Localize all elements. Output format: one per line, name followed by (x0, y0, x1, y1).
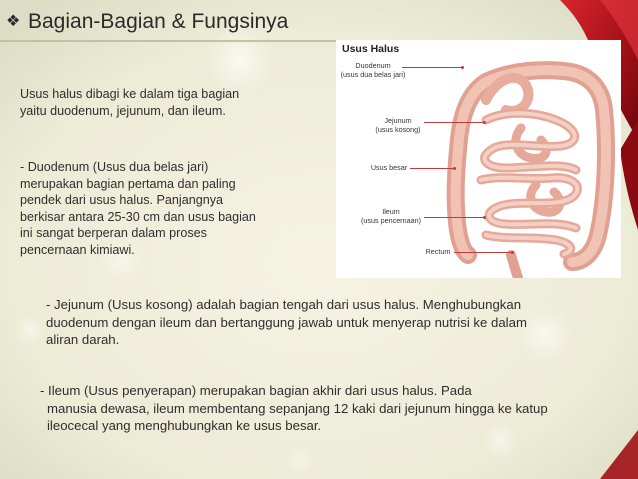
slide-title (6, 10, 288, 34)
label-rectum-name: Rectum (425, 247, 451, 256)
label-duodenum-name: Duodenum (355, 61, 391, 70)
pointer-line-rectum (454, 252, 512, 253)
diagram-title: Usus Halus (342, 43, 400, 55)
label-duodenum (340, 62, 406, 79)
jejunum-paragraph: - Jejunum (Usus kosong) adalah bagian tengah dari usus halus. Menghubungkan duodenum dengan ileum dan bertanggung jawab untuk menyerap nutrisi ke dalam aliran darah. (46, 297, 527, 347)
label-jejunum-sub: (usus kosong) (375, 124, 421, 134)
pointer-line-duodenum (402, 67, 462, 68)
pointer-dot-usus-besar (453, 167, 456, 170)
label-jejunum (370, 117, 426, 134)
pointer-dot-duodenum (461, 66, 464, 69)
pointer-line-ileum (424, 217, 484, 218)
label-jejunum-name: Jejunum (384, 116, 412, 125)
slide-title-text: Bagian-Bagian & Fungsinya (28, 10, 289, 33)
ileum-paragraph-rest: manusia dewasa, ileum membentang sepanjang 12 kaki dari jejunum hingga ke katup ileocecal yang menghubungkan ke usus besar. (47, 400, 548, 433)
pointer-dot-jejunum (483, 121, 486, 124)
intestine-diagram (336, 40, 621, 278)
ileum-paragraph-line1: - Ileum (Usus penyerapan) merupakan bagian akhir dari usus halus. Pada (40, 383, 472, 398)
label-usus-besar (366, 164, 412, 173)
pointer-dot-ileum (483, 216, 486, 219)
label-rectum (420, 248, 456, 257)
pointer-line-usus-besar (410, 168, 454, 169)
label-ileum-name: Ileum (382, 207, 400, 216)
ileum-paragraph (40, 382, 580, 435)
diamond-bullet-icon: ❖ (6, 13, 21, 30)
title-underline (0, 40, 350, 42)
label-ileum-sub: (usus pencernaan) (361, 215, 421, 225)
pointer-dot-rectum (511, 251, 514, 254)
intro-paragraph: Usus halus dibagi ke dalam tiga bagian yaitu duodenum, jejunum, dan ileum. (20, 87, 240, 118)
duodenum-paragraph: - Duodenum (Usus dua belas jari) merupakan bagian pertama dan paling pendek dari usus halus. Panjangnya berkisar antara 25-30 cm dan usus bagian ini sangat berperan dalam proses pencernaan kimiawi. (20, 160, 256, 257)
label-ileum (356, 208, 426, 225)
label-duodenum-sub: (usus dua belas jari) (340, 69, 406, 79)
pointer-line-jejunum (424, 122, 484, 123)
label-usus-besar-name: Usus besar (370, 163, 408, 172)
